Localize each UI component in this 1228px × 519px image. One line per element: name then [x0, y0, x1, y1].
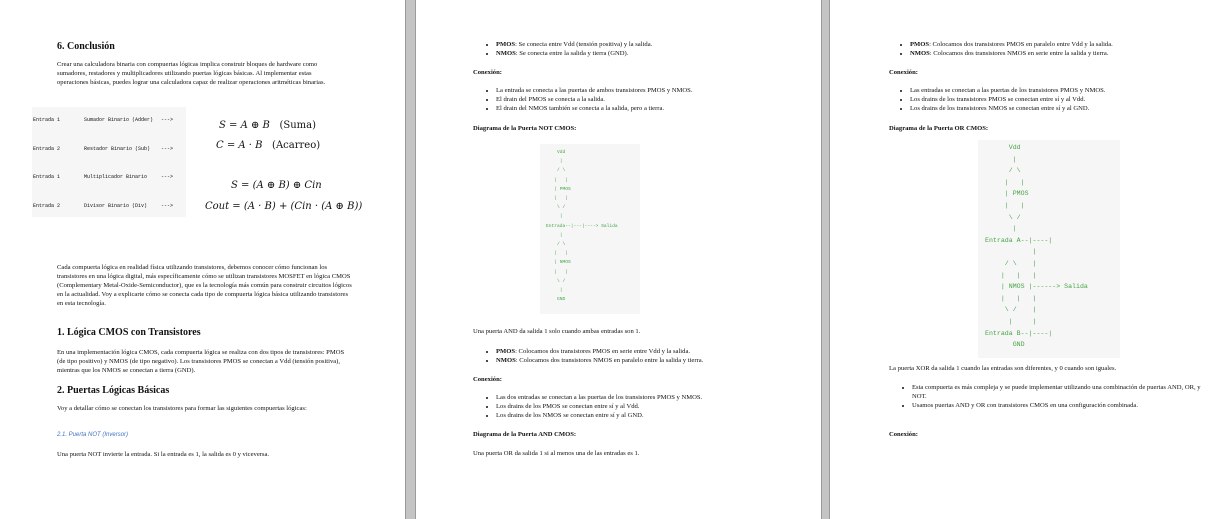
list-item: • Las entradas se conectan a las puertas de los transistores PMOS y NMOS.	[910, 87, 1228, 96]
bd-block-2: Restador Binario (Sub)	[84, 146, 151, 152]
or-diagram-title: Diagrama de la Puerta OR CMOS:	[889, 125, 989, 132]
list-item: • PMOS: Colocamos dos transistores PMOS en serie entre Vdd y la salida.	[496, 348, 816, 357]
not-paragraph: Una puerta NOT invierte la entrada. Si la entrada es 1, la salida es 0 y viceversa.	[57, 451, 270, 458]
formula-full-carry: Cout = (A · B) + (Cin · (A ⊕ B))	[205, 201, 363, 212]
list-item: • NMOS: Colocamos dos transistores NMOS en paralelo entre la salida y tierra.	[496, 357, 816, 366]
not-gate-diagram	[540, 144, 640, 314]
formula-carry: C = A · B (Acarreo)	[216, 140, 321, 151]
bd-input-1: Entrada 1	[33, 117, 61, 123]
document-page-3	[829, 0, 1228, 519]
heading-cmos: 1. Lógica CMOS con Transistores	[57, 327, 201, 338]
list-item: • Las dos entradas se conectan a las puertas de los transistores PMOS y NMOS.	[496, 394, 816, 403]
not-diagram-title: Diagrama de la Puerta NOT CMOS:	[473, 125, 577, 132]
bd-input-4: Entrada 2	[33, 203, 61, 209]
and-conexion-list	[472, 394, 816, 421]
or-paragraph: Una puerta OR da salida 1 si al menos una de las entradas es 1.	[473, 450, 640, 457]
conexion-label: Conexión:	[473, 69, 502, 76]
pmos-nmos-list	[472, 41, 816, 59]
and-paragraph: Una puerta AND da salida 1 solo cuando ambas entradas son 1.	[473, 328, 641, 335]
list-item: • El drain del NMOS también se conecta a la salida, pero a tierra.	[496, 105, 816, 114]
and-diagram-title: Diagrama de la Puerta AND CMOS:	[473, 431, 577, 438]
heading-conclusion: 6. Conclusión	[57, 41, 115, 52]
bd-block-4: Divisor Binario (Div)	[84, 203, 148, 209]
xor-bullets	[888, 384, 1202, 411]
list-item: • Los drains de los PMOS se conectan entre sí y al Vdd.	[496, 403, 816, 412]
conexion-label-2: Conexión:	[473, 376, 502, 383]
bd-input-3: Entrada 1	[33, 174, 61, 180]
bd-arrow-1: --->	[161, 117, 174, 123]
cmos-paragraph: En una implementación lógica CMOS, cada compuerta lógica se realiza con dos tipos de transistores: PMOS (de tipo positivo) y NMOS (de tipo negativo). Los transistores PMOS se conectan a Vdd (tensión positiva), mientras que los NMOS se conectan a tierra (GND).	[57, 349, 345, 374]
intro-paragraph: Cada compuerta lógica en realidad física utilizando transistores, debemos conocer cómo funcionan los transistores en una lógica digital, más específicamente cómo se utilizan transistores MOSFET en lógica CMOS (Complementary Metal-Oxide-Semiconductor), que es la tecnología más común para construir circuitos lógicos en la actualidad. Voy a explicarte cómo se conecta cada tipo de compuerta lógica básica utilizando transistores en esta tecnología.	[57, 264, 352, 307]
block-diagram	[32, 107, 186, 217]
conexion-list	[886, 87, 1228, 114]
list-item: • Usamos puertas AND y OR con transistores CMOS en una configuración combinada.	[912, 402, 1202, 411]
bd-block-3: Multiplicador Binario	[84, 174, 148, 180]
bd-arrow-4: --->	[161, 203, 174, 209]
bd-arrow-2: --->	[161, 146, 174, 152]
conexion-label: Conexión:	[889, 69, 918, 76]
list-item: • La entrada se conecta a las puertas de ambos transistores PMOS y NMOS.	[496, 87, 816, 96]
bd-input-2: Entrada 2	[33, 146, 61, 152]
conexion-label-2: Conexión:	[889, 431, 918, 438]
heading-gates: 2. Puertas Lógicas Básicas	[57, 385, 170, 396]
formula-full-sum: S = (A ⊕ B) ⊕ Cin	[231, 180, 322, 191]
list-item: • Los drains de los transistores NMOS se conectan entre sí y al GND.	[910, 105, 1228, 114]
list-item: • NMOS: Se conecta entre la salida y tierra (GND).	[496, 50, 816, 59]
list-item: • Esta compuerta es más compleja y se puede implementar utilizando una combinación de puertas AND, OR, y NOT.	[912, 384, 1202, 402]
list-item: • Los drains de los transistores PMOS se conectan entre sí y al Vdd.	[910, 96, 1228, 105]
bd-block-1: Sumador Binario (Adder)	[84, 117, 154, 123]
list-item: • NMOS: Colocamos dos transistores NMOS en serie entre la salida y tierra.	[910, 50, 1228, 59]
page-gutter	[406, 0, 415, 519]
page-gutter	[821, 0, 829, 519]
list-item: • PMOS: Se conecta entre Vdd (tensión positiva) y la salida.	[496, 41, 816, 50]
gates-paragraph: Voy a detallar cómo se conectan los transistores para formar las siguientes compuertas lógicas:	[57, 405, 307, 412]
list-item: • El drain del PMOS se conecta a la salida.	[496, 96, 816, 105]
formula-sum: S = A ⊕ B (Suma)	[219, 120, 316, 131]
list-item: • Los drains de los NMOS se conectan entre sí y al GND.	[496, 412, 816, 421]
and-bullets	[472, 348, 816, 366]
conexion-list	[472, 87, 816, 114]
bd-arrow-3: --->	[161, 174, 174, 180]
list-item: • PMOS: Colocamos dos transistores PMOS en paralelo entre Vdd y la salida.	[910, 41, 1228, 50]
conclusion-paragraph: Crear una calculadora binaria con compuertas lógicas implica construir bloques de hardware como sumadores, restadores y multiplicadores utilizando puertas lógicas básicas. Al implementar estas operaciones básicas, puedes lograr una calculadora capaz de realizar operaciones aritméticas binarias.	[57, 61, 326, 86]
document-page-1	[0, 0, 406, 519]
or-gate-diagram	[978, 140, 1120, 358]
or-diagram-ascii: Vdd | / \ | | | PMOS | | \ / | Entrada A--|----| | / \ | | | | | NMOS |------> Salida | | | \ / | | | Entrada B--|----| GND	[985, 144, 1088, 349]
xor-paragraph: La puerta XOR da salida 1 cuando las entradas son diferentes, y 0 cuando son iguales.	[889, 365, 1117, 372]
pmos-nmos-list	[886, 41, 1228, 59]
document-page-2	[415, 0, 822, 519]
not-diagram-ascii: Vdd | / \ | | | PMOS | | \ / | Entrada--|---|----> Salida | / \ | | | NMOS | | \ / | GND	[546, 150, 618, 303]
subheading-not: 2.1. Puerta NOT (Inversor)	[57, 432, 129, 438]
